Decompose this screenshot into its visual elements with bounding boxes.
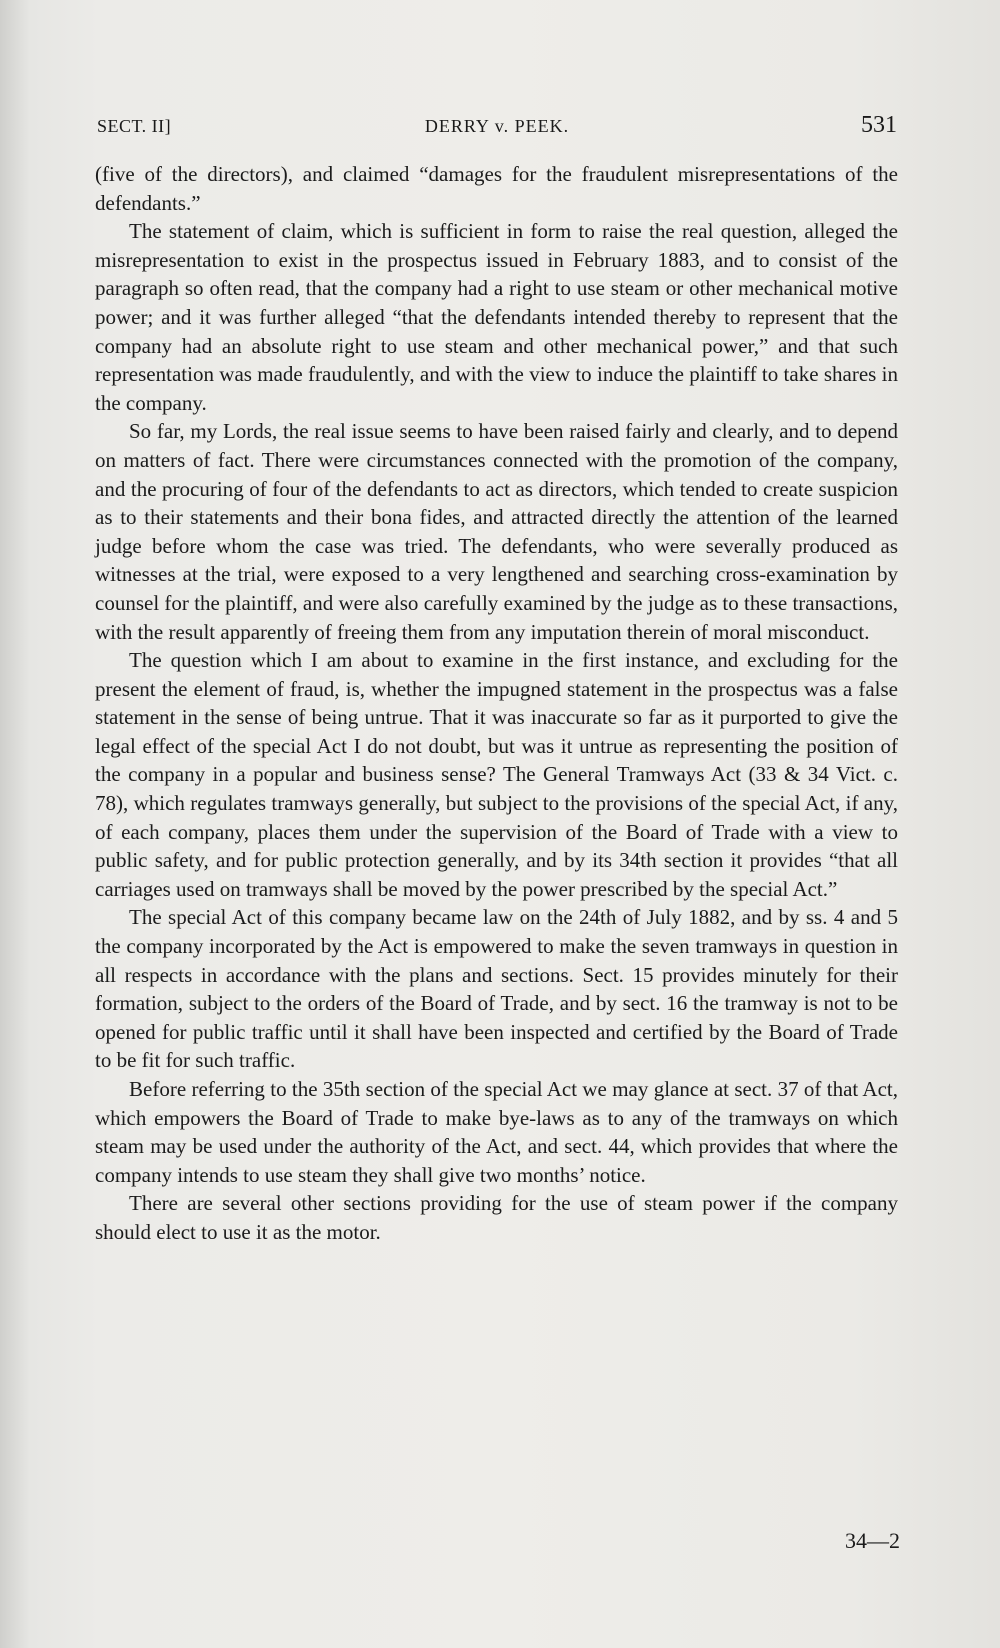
paragraph: The question which I am about to examine in the first instance, and excluding for the present the element of fraud, is, whether the impugned statement in the prospectus was a false statement in the sense of being untrue. That it was inaccurate so far as it purported to give the legal effect of the special Act I do not doubt, but was it untrue as representing the position of the company in a popular and business sense? The General Tramways Act (33 & 34 Vict. c. 78), which regulates tramways generally, but subject to the provisions of the special Act, if any, of each company, places them under the supervision of the Board of Trade with a view to public safety, and for public protection generally, and by its 34th section it provides “that all carriages used on tramways shall be moved by the power prescribed by the special Act.” xyxy=(95,648,898,901)
signature-mark: 34—2 xyxy=(845,1528,900,1553)
section-marker: SECT. II] xyxy=(97,116,172,136)
paragraph: The statement of claim, which is sufficient in form to raise the real question, alleged the misrepresentation to exist in the prospectus issued in February 1883, and to consist of the paragraph so often read, that the company had a right to use steam or other mechanical motive power; and it was further alleged “that the defendants intended thereby to represent that the company had an absolute right to use steam and other mechanical power,” and that such representation was made fraudulently, and with the view to induce the plaintiff to take shares in the company. xyxy=(95,219,898,415)
paragraph: So far, my Lords, the real issue seems to have been raised fairly and clearly, and to depend on matters of fact. There were circumstances connected with the promotion of the company, and the procuring of four of the defendants to act as directors, which tended to create suspicion as to their statements and their bona fides, and attracted directly the attention of the learned judge before whom the case was tried. The defendants, who were severally produced as witnesses at the trial, were exposed to a very lengthened and searching cross-examination by counsel for the plaintiff, and were also carefully examined by the judge as to these transactions, with the result apparently of freeing them from any imputation therein of moral misconduct. xyxy=(95,419,898,644)
paragraph: Before referring to the 35th section of the special Act we may glance at sect. 37 of that Act, which empowers the Board of Trade to make bye-laws as to any of the tramways on which steam may be used under the authority of the Act, and sect. 44, which provides that where the company intends to use steam they shall give two months’ notice. xyxy=(95,1077,898,1187)
case-title: DERRY v. PEEK. xyxy=(424,116,570,136)
running-header xyxy=(97,112,897,142)
paragraph: The special Act of this company became law on the 24th of July 1882, and by ss. 4 and 5 the company incorporated by the Act is empowered to make the seven tramways in question in all respects in accordance with the plans and sections. Sect. 15 provides minutely for their formation, subject to the orders of the Board of Trade, and by sect. 16 the tramway is not to be opened for public traffic until it shall have been inspected and certified by the Board of Trade to be fit for such traffic. xyxy=(95,905,898,1073)
paragraph: (five of the directors), and claimed “damages for the fraudulent misrepresentations of the defendants.” xyxy=(95,162,898,215)
paragraph: There are several other sections providing for the use of steam power if the company should elect to use it as the motor. xyxy=(95,1191,898,1244)
page-number: 531 xyxy=(861,112,897,138)
body-text xyxy=(95,160,898,1247)
